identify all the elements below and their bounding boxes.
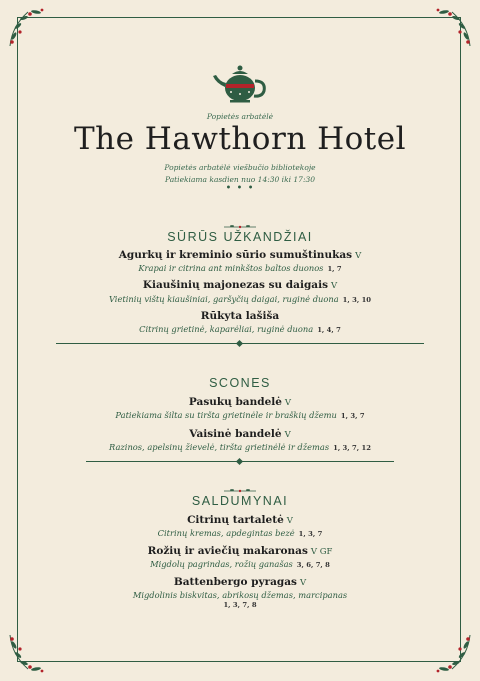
dietary-tag: V bbox=[286, 516, 293, 526]
dietary-tag: V bbox=[355, 251, 362, 261]
menu-item-desc: Krapai ir citrina ant minkštos baltos duonos 1, 7 bbox=[138, 263, 342, 273]
floral-corner-icon bbox=[430, 631, 474, 675]
menu-item-desc: Migdolinis biskvitas, abrikosų džemas, marcipanas bbox=[132, 590, 348, 600]
menu-item-desc: Vietinių vištų kiaušiniai, garšyčių daigai, ruginė duona 1, 3, 10 bbox=[108, 294, 372, 304]
allergen-codes: 3, 6, 7, 8 bbox=[296, 561, 330, 569]
hotel-title: The Hawthorn Hotel bbox=[73, 121, 407, 157]
floral-corner-icon bbox=[6, 631, 50, 675]
dietary-tag: V bbox=[330, 281, 338, 291]
section-title-scones: SCONES bbox=[209, 376, 271, 390]
menu-item-name: Citrinų tartaletė V bbox=[187, 514, 293, 526]
allergen-codes: 1, 3, 10 bbox=[342, 296, 372, 304]
menu-item-name: Rožių ir aviečių makaronas V GF bbox=[147, 545, 333, 557]
menu-item-name: Battenbergo pyragas V bbox=[173, 576, 307, 588]
ornament-dots: • • • bbox=[225, 183, 255, 194]
menu-subtitle: Popietės arbatėlė viešbučio bibliotekoje bbox=[164, 163, 316, 172]
dietary-tag: V bbox=[299, 578, 307, 588]
floral-corner-icon bbox=[430, 6, 474, 50]
menu-item-desc: Razinos, apelsinų žievelė, tiršta grietinėlė ir džemas 1, 3, 7, 12 bbox=[109, 442, 371, 452]
menu-item-name: Rūkyta lašiša bbox=[200, 310, 280, 322]
allergen-codes: 1, 3, 7, 8 bbox=[223, 601, 257, 609]
menu-item-name: Pasukų bandelė V bbox=[188, 396, 292, 408]
dietary-tag: V GF bbox=[310, 547, 333, 557]
allergen-codes: 1, 3, 7, 12 bbox=[333, 444, 371, 452]
serving-hours: Patiekiama kasdien nuo 14:30 iki 17:30 bbox=[164, 175, 316, 184]
menu-item-desc: Migdolų pagrindas, rožių ganašas 3, 6, 7, 8 bbox=[150, 559, 330, 569]
menu-kicker: Popietės arbatėlė bbox=[206, 112, 274, 121]
dietary-tag: V bbox=[284, 430, 291, 440]
section-title-sweets: SALDUMYNAI bbox=[191, 494, 289, 508]
menu-item-name: Agurkų ir kreminio sūrio sumuštinukas V bbox=[118, 249, 362, 261]
allergen-codes: 1, 4, 7 bbox=[317, 326, 341, 334]
teapot-icon bbox=[210, 63, 270, 108]
menu-item-desc: Patiekiama šilta su tiršta grietinėle ir braškių džemu 1, 3, 7 bbox=[115, 410, 365, 420]
section-title-savoury: SŪRŪS UŽKANDŽIAI bbox=[167, 230, 313, 244]
menu-item-desc: Citrinų grietinė, kaparėliai, ruginė duona 1, 4, 7 bbox=[139, 324, 341, 334]
menu-item-desc: Citrinų kremas, apdegintas bezė 1, 3, 7 bbox=[157, 528, 323, 538]
floral-corner-icon bbox=[6, 6, 50, 50]
allergen-codes: 1, 3, 7 bbox=[298, 530, 323, 538]
allergen-codes: 1, 3, 7 bbox=[340, 412, 365, 420]
allergen-codes: 1, 7 bbox=[327, 265, 342, 273]
dietary-tag: V bbox=[284, 398, 292, 408]
menu-item-name: Vaisinė bandelė V bbox=[189, 428, 291, 440]
menu-item-name: Kiaušinių majonezas su daigais V bbox=[142, 279, 338, 291]
